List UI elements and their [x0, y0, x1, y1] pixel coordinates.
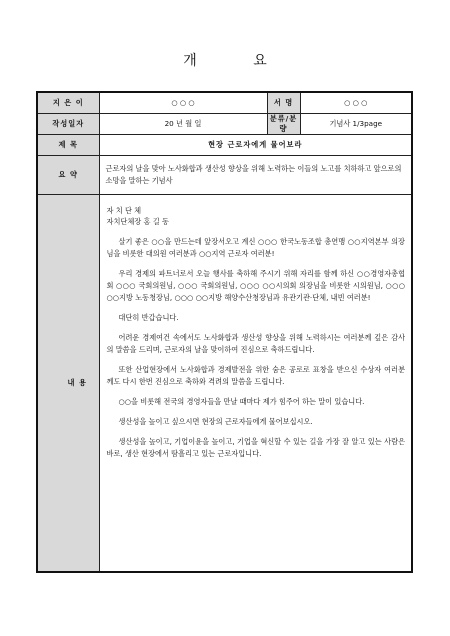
summary-value: 근로자의 날을 맞아 노사화합과 생산성 향상을 위해 노력하는 이들의 노고를 치하하고 앞으로의 소망을 말하는 기념사	[99, 155, 412, 194]
body-paragraph: 또한 산업현장에서 노사화합과 경제발전을 위한 숨은 공로로 표창을 받으신 수상자 여러분께도 다시 한번 진심으로 축하와 격려의 말씀을 드립니다.	[106, 365, 406, 386]
date-value: 20 년 월 일	[99, 113, 267, 134]
summary-label: 요 약	[37, 155, 99, 194]
body-label: 내 용	[37, 194, 99, 572]
body-paragraph: 생산성을 높이고, 기업이윤을 높이고, 기업을 혁신할 수 있는 길을 가장 잘 알고 있는 사람은 바로, 생산 현장에서 땀흘리고 있는 근로자입니다.	[106, 437, 406, 459]
body-paragraph: 대단히 반갑습니다.	[118, 312, 179, 322]
body-heading-org: 자 치 단 체	[106, 205, 142, 215]
category-value: 기념사 1/3page	[300, 113, 412, 134]
body-paragraph: 살기 좋은 ○○을 만드는데 앞장서오고 계신 ○○○ 한국노동조합 총연맹 ○○지역본부 의장님을 비롯한 대의원 여러분과 ○○지역 근로자 여러분!	[106, 237, 406, 259]
summary-form-table	[36, 91, 413, 573]
presenter-label: 지 은 이	[37, 92, 99, 113]
body-paragraph: 어려운 경제여건 속에서도 노사화합과 생산성 향상을 위해 노력하시는 여러분께 깊은 감사의 말씀을 드리며, 근로자의 날을 맞이하여 진심으로 축하드립니다.	[106, 333, 406, 354]
document-title: 개 요	[183, 53, 293, 69]
subject-label: 제 목	[37, 134, 99, 155]
body-paragraph: 우리 경제의 파트너로서 오늘 행사를 축하해 주시기 위해 자리를 함께 하신 ○○경영자총협회 ○○○ 국회의원님, ○○○ 국회의원님, ○○○ ○○시의회 의장님을 비롯한 시의원님, ○○○ ○○지방 노동청장님, ○○○ ○○지방 해양수산청장님과 유관기관·단체, 내빈 여러분!	[106, 269, 406, 302]
presenter-value: ○ ○ ○	[99, 92, 267, 113]
body-paragraph: ○○을 비롯해 전국의 경영자들을 만날 때마다 제가 힘주어 하는 말이 있습니다.	[118, 396, 365, 406]
position-value: ○ ○ ○	[300, 92, 412, 113]
subject-value: 현장 근로자에게 물어보라	[99, 134, 412, 155]
body-paragraph: 생산성을 높이고 싶으시면 현장의 근로자들에게 물어보십시오.	[118, 417, 313, 427]
category-label: 분류/분량	[267, 113, 300, 134]
body-content	[99, 194, 412, 572]
body-heading-speaker: 자치단체장 홍 길 동	[106, 217, 169, 227]
date-label: 작성일자	[37, 113, 99, 134]
position-label: 서 명	[267, 92, 300, 113]
